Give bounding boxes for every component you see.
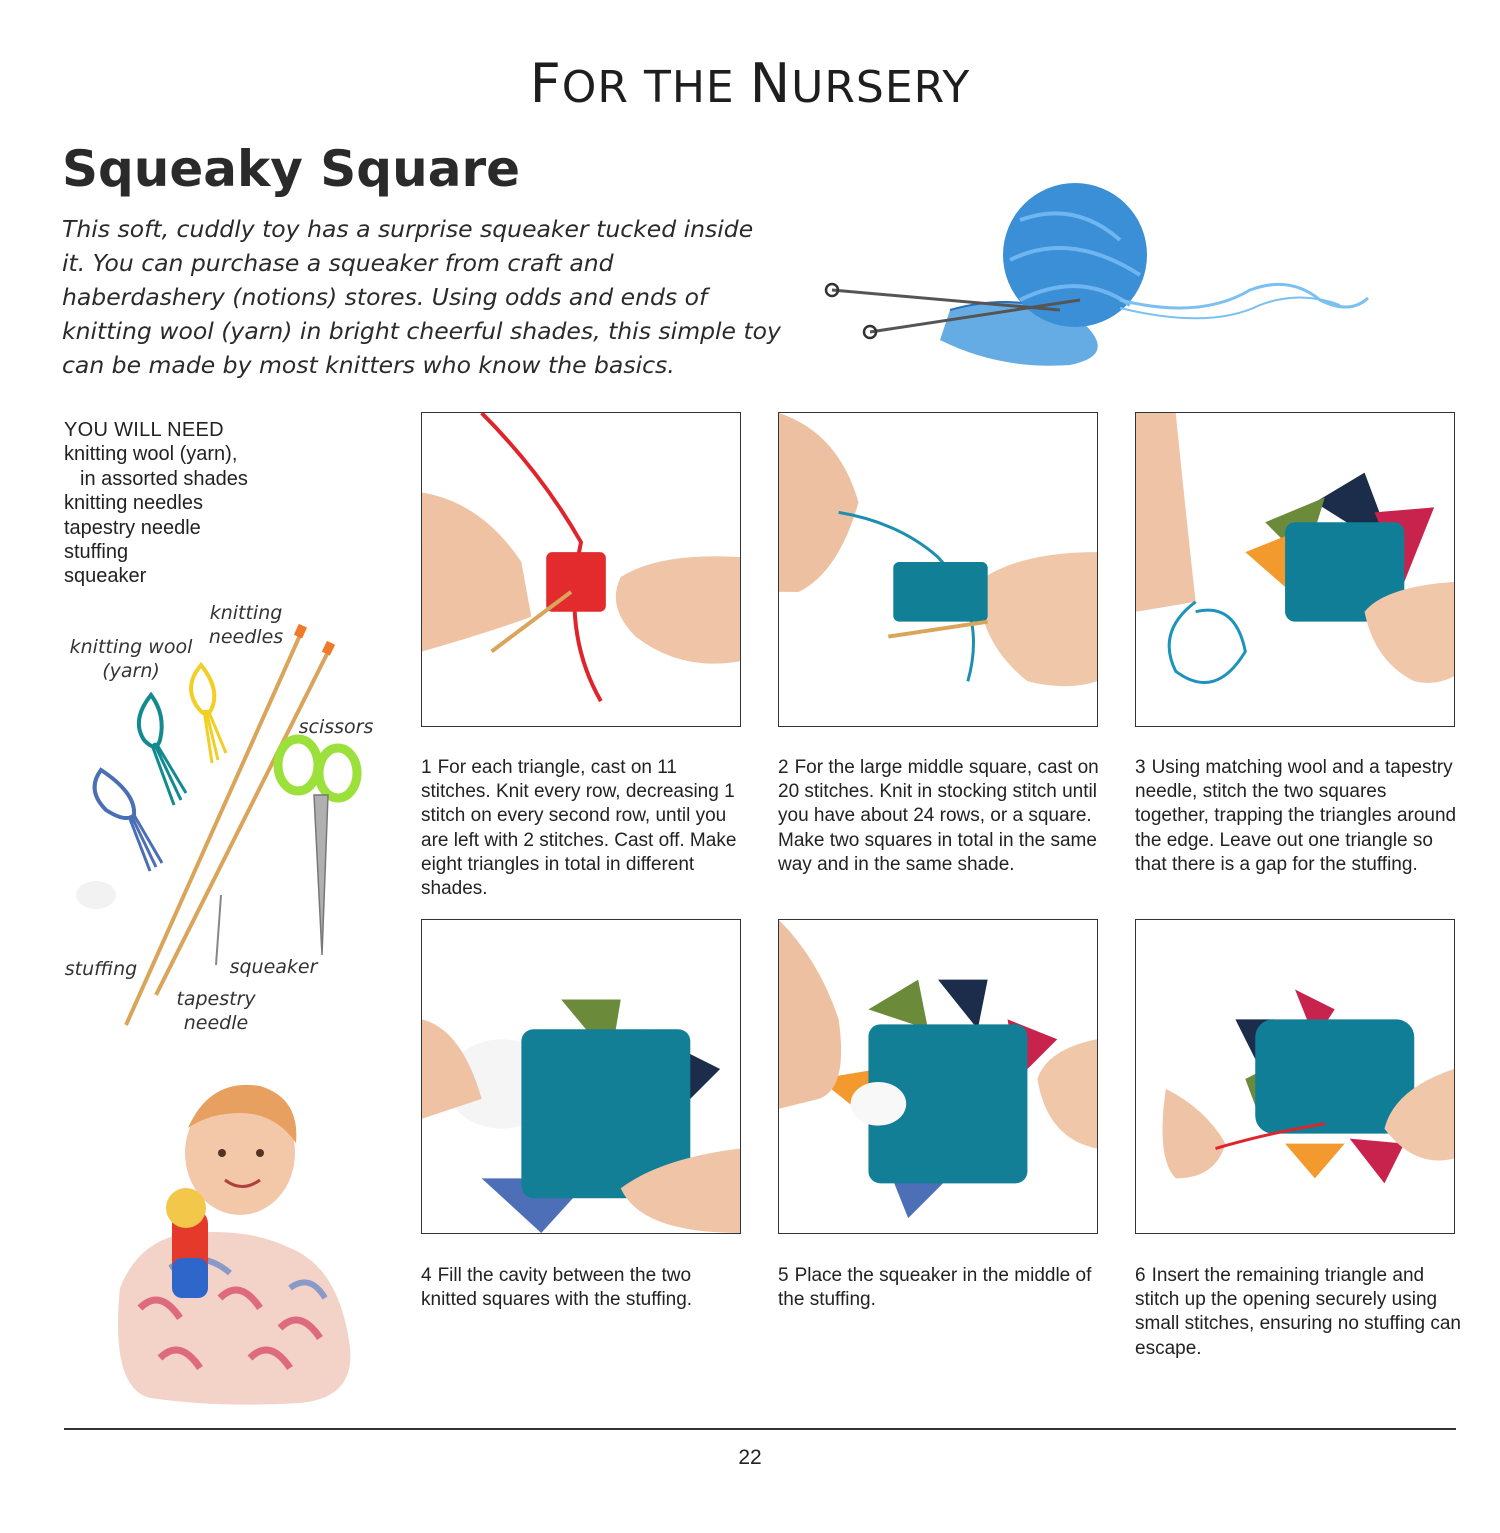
label-knitting-needles-line1: knitting [209,602,283,624]
step-5-text [778,1264,1108,1312]
label-squeaker: squeaker [229,956,318,978]
footer-divider [64,1428,1456,1430]
step-number: 5 [778,1265,789,1286]
step-5-illustration [779,920,1097,1233]
step-3-illustration [1136,413,1454,726]
step-4-illustration [422,920,740,1233]
step-description: For the large middle square, cast on 20 stitches. Knit in stocking stitch until you have about 24 rows, or a square. Make two squares in total in the same way and in the same shade. [778,757,1099,875]
need-item: tapestry needle [64,516,201,539]
need-item: squeaker [64,565,147,588]
section-header-initial-2: N [749,52,792,115]
label-stuffing: stuffing [64,958,138,980]
label-knitting-wool-line2: (yarn) [102,660,160,682]
step-description: Insert the remaining triangle and stitch up the opening securely using small stitches, ensuring no stuffing can escape. [1135,1265,1461,1359]
step-2-text [778,756,1108,877]
label-scissors: scissors [298,716,374,738]
need-item: stuffing [64,541,129,564]
step-3-text [1135,756,1465,877]
step-description: Using matching wool and a tapestry needle, stitch the two squares together, trapping the triangles around the edge. Leave out one triangle so that there is a gap for the stuffing. [1135,757,1457,875]
section-header-part-2: URSERY [791,62,971,113]
step-6-illustration [1136,920,1454,1233]
step-2-photo [778,412,1098,727]
label-tapestry-line2: needle [183,1012,249,1034]
step-number: 3 [1135,757,1146,778]
step-4-photo [421,919,741,1234]
section-header-part-1: OR THE [561,62,750,113]
need-item: knitting wool (yarn), [64,443,238,466]
step-number: 2 [778,757,789,778]
section-header [0,52,1500,115]
step-1-photo [421,412,741,727]
section-header-initial-1: F [529,52,562,115]
step-5-photo [778,919,1098,1234]
page-number: 22 [738,1446,762,1469]
step-2-illustration [779,413,1097,726]
materials-illustration [56,595,396,1045]
step-6-text [1135,1264,1465,1361]
step-1-text [421,756,751,901]
step-4-text [421,1264,751,1312]
label-knitting-wool [66,635,196,683]
baby-with-toy-photo [100,1058,360,1408]
yarn-ball-illustration [820,180,1380,380]
label-tapestry-line1: tapestry [176,988,256,1010]
page-title: Squeaky Square [62,140,521,198]
you-will-need-list [64,418,304,589]
intro-paragraph: This soft, cuddly toy has a surprise squeaker tucked inside it. You can purchase a squeaker from craft and haberdashery (notions) stores. Using odds and ends of knitting wool (yarn) in bright cheerful shades, this simple toy can be made by most knitters who know the basics. [62,215,781,379]
step-description: For each triangle, cast on 11 stitches. Knit every row, decreasing 1 stitch on every second row, until you are left with 2 stitches. Cast off. Make eight triangles in total in different shades. [421,757,737,900]
step-3-photo [1135,412,1455,727]
step-1-illustration [422,413,740,726]
label-knitting-needles [206,601,286,649]
need-item: in assorted shades [80,467,248,490]
label-knitting-needles-line2: needles [208,626,284,648]
label-knitting-wool-line1: knitting wool [69,636,193,658]
step-description: Fill the cavity between the two knitted squares with the stuffing. [421,1265,693,1311]
step-number: 4 [421,1265,432,1286]
label-tapestry-needle [166,987,266,1035]
step-description: Place the squeaker in the middle of the stuffing. [778,1265,1092,1311]
step-number: 6 [1135,1265,1146,1286]
step-number: 1 [421,757,432,778]
you-will-need-heading: YOU WILL NEED [64,419,224,441]
need-item: knitting needles [64,492,203,515]
step-6-photo [1135,919,1455,1234]
